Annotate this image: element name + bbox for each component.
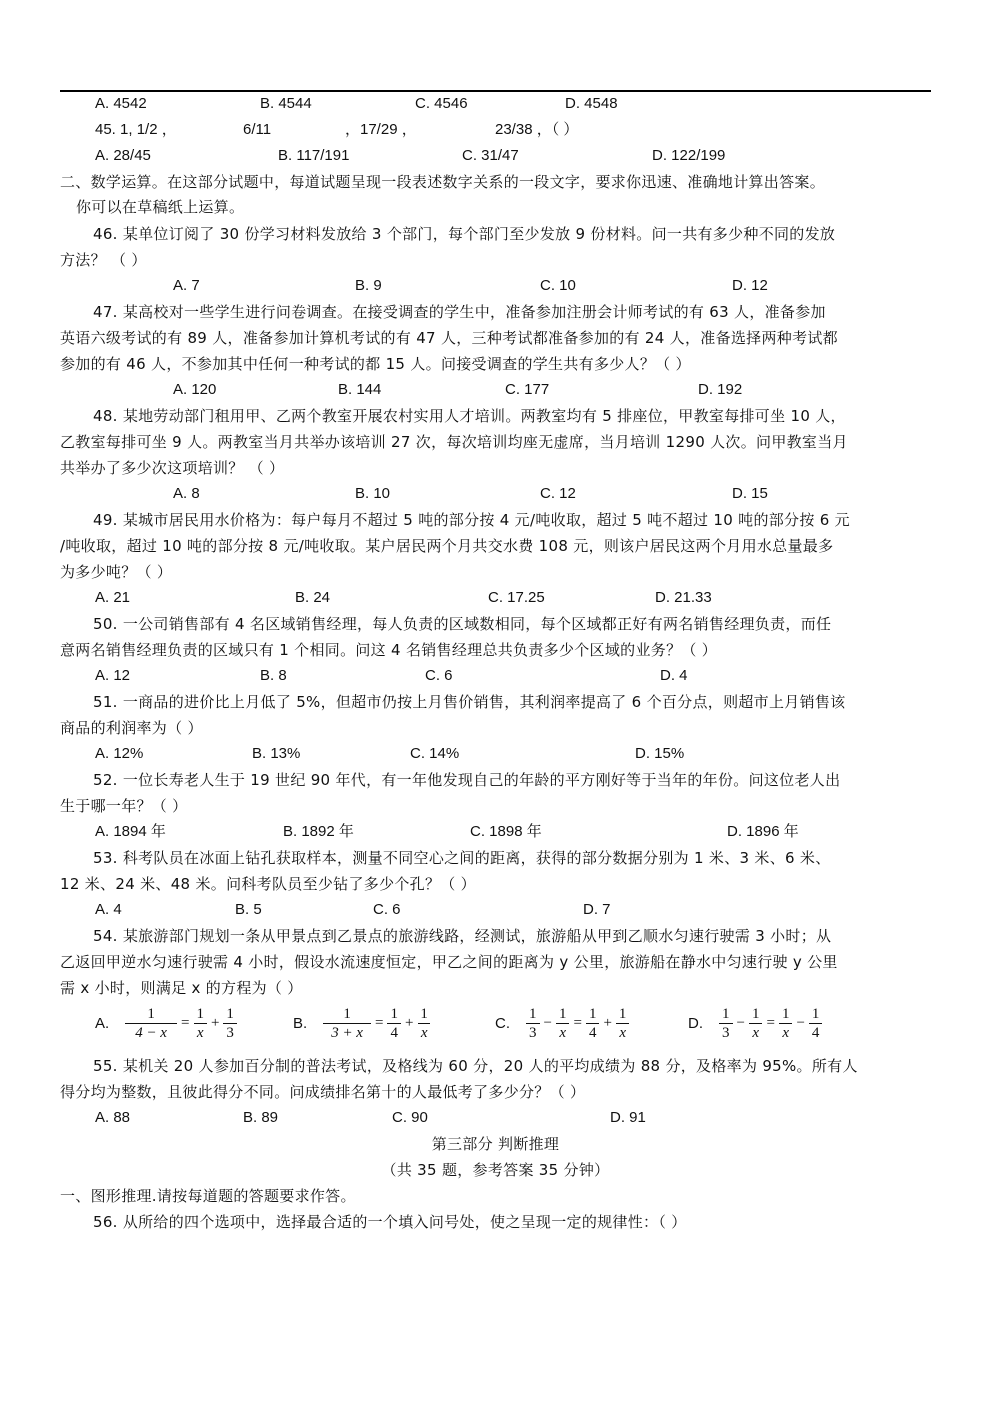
option-a: A. 4542 bbox=[95, 95, 147, 112]
option-c: C. $\frac{1}{3}$ − $\frac{1}{x}$ = $\frac{1}{4}$ + $\frac{1}{x}$ bbox=[495, 1005, 631, 1042]
fraction: $\frac{1}{3}$ bbox=[719, 1005, 733, 1042]
question-48-cont: 乙教室每排可坐 9 人。两教室当月共举办该培训 27 次，每次培训均座无虚席，当月培训 1290 人次。问甲教室当月 bbox=[60, 433, 848, 451]
q46-options bbox=[0, 276, 991, 296]
question-52-cont: 生于哪一年？（ ） bbox=[60, 797, 188, 815]
fraction: $\frac{1}{3}$ bbox=[526, 1005, 540, 1042]
q53-options bbox=[0, 900, 991, 920]
fraction: $\frac{1}{x}$ bbox=[749, 1005, 763, 1042]
option-b: B. 24 bbox=[295, 589, 331, 606]
part-subtitle: （共 35 题，参考答案 35 分钟） bbox=[381, 1161, 610, 1179]
question-52: 52. 一位长寿老人生于 19 世纪 90 年代，有一年他发现自己的年龄的平方刚好等于当年的年份。问这位老人出 bbox=[93, 771, 841, 789]
q45-stem-part: ，17/29 ， bbox=[345, 121, 417, 138]
part-title: 第三部分 判断推理 bbox=[431, 1135, 560, 1153]
fraction: $\frac{1}{4}$ bbox=[809, 1005, 823, 1042]
option-d: D. 4 bbox=[660, 667, 688, 684]
option-d: D. 91 bbox=[610, 1109, 646, 1126]
option-d: D. 21.33 bbox=[655, 589, 712, 606]
question-47-cont: 英语六级考试的有 89 人，准备参加计算机考试的有 47 人，三种考试都准备参加的有 24 人，准备选择两种考试都 bbox=[60, 329, 838, 347]
option-label: A. bbox=[95, 1015, 110, 1032]
option-c: C. 4546 bbox=[415, 95, 468, 112]
q51-options bbox=[0, 744, 991, 764]
option-label: D. bbox=[688, 1015, 703, 1032]
option-a: A. 12 bbox=[95, 667, 131, 684]
option-c: C. 10 bbox=[540, 277, 576, 294]
q52-options bbox=[0, 822, 991, 842]
question-53-cont: 12 米、24 米、48 米。问科考队员至少钻了多少个孔？（ ） bbox=[60, 875, 476, 893]
question-54-cont: 乙返回甲逆水匀速行驶需 4 小时，假设水流速度恒定，甲乙之间的距离为 y 公里，旅游船在静水中匀速行驶 y 公里 bbox=[60, 953, 838, 971]
option-d: D. 12 bbox=[732, 277, 768, 294]
option-c: C. 31/47 bbox=[462, 147, 519, 164]
question-56: 56. 从所给的四个选项中，选择最合适的一个填入问号处，使之呈现一定的规律性：（ ） bbox=[93, 1213, 687, 1231]
fraction: $\frac{1}{3 + x}$ bbox=[323, 1005, 371, 1042]
fraction: $\frac{1}{x}$ bbox=[616, 1005, 630, 1042]
q49-options bbox=[0, 588, 991, 608]
option-b: B. 1892 年 bbox=[283, 823, 354, 840]
option-c: C. 17.25 bbox=[488, 589, 545, 606]
q54-options bbox=[0, 1003, 991, 1053]
question-55-cont: 得分均为整数，且彼此得分不同。问成绩排名第十的人最低考了多少分？（ ） bbox=[60, 1083, 586, 1101]
option-b: B. 117/191 bbox=[278, 147, 350, 164]
option-b: B. 8 bbox=[260, 667, 287, 684]
question-46-cont: 方法？ （ ） bbox=[60, 251, 147, 269]
option-a: A. 4 bbox=[95, 901, 122, 918]
question-55: 55. 某机关 20 人参加百分制的普法考试，及格线为 60 分，20 人的平均成绩为 88 分，及格率为 95%。所有人 bbox=[93, 1057, 858, 1075]
option-c: C. 1898 年 bbox=[470, 823, 542, 840]
option-a: A. 1894 年 bbox=[95, 823, 166, 840]
option-b: B. 89 bbox=[243, 1109, 279, 1126]
option-b: B. 144 bbox=[338, 381, 382, 398]
fraction: $\frac{1}{4 - x}$ bbox=[125, 1005, 177, 1042]
question-47-cont: 参加的有 46 人，不参加其中任何一种考试的都 15 人。问接受调查的学生共有多少人？（ ） bbox=[60, 355, 691, 373]
option-b: B. 5 bbox=[235, 901, 262, 918]
option-a: A. $\frac{1}{4 - x}$ = $\frac{1}{x}$ + $\frac{1}{3}$ bbox=[95, 1005, 239, 1042]
option-d: D. 192 bbox=[698, 381, 743, 398]
option-b: B. $\frac{1}{3 + x}$ = $\frac{1}{4}$ + $\frac{1}{x}$ bbox=[293, 1005, 433, 1042]
q45-stem-part: 23/38 ，（ ） bbox=[495, 121, 579, 138]
option-a: A. 120 bbox=[173, 381, 217, 398]
option-d: D. 122/199 bbox=[652, 147, 726, 164]
option-d: D. $\frac{1}{3}$ − $\frac{1}{x}$ = $\frac{1}{x}$ − $\frac{1}{4}$ bbox=[688, 1005, 824, 1042]
option-a: A. 7 bbox=[173, 277, 200, 294]
option-d: D. 4548 bbox=[565, 95, 618, 112]
option-c: C. 6 bbox=[425, 667, 453, 684]
question-51: 51. 一商品的进价比上月低了 5%，但超市仍按上月售价销售，其利润率提高了 6 个百分点，则超市上月销售该 bbox=[93, 693, 846, 711]
option-label: B. bbox=[293, 1015, 308, 1032]
question-48: 48. 某地劳动部门租用甲、乙两个教室开展农村实用人才培训。两教室均有 5 排座位，甲教室每排可坐 10 人， bbox=[93, 407, 846, 425]
question-49-cont: /吨收取，超过 10 吨的部分按 8 元/吨收取。某户居民两个月共交水费 108 元，则该户居民这两个月用水总量最多 bbox=[60, 537, 834, 555]
question-47: 47. 某高校对一些学生进行问卷调查。在接受调查的学生中，准备参加注册会计师考试的有 63 人，准备参加 bbox=[93, 303, 826, 321]
q44-options bbox=[0, 94, 991, 114]
header-rule bbox=[60, 90, 931, 92]
question-54: 54. 某旅游部门规划一条从甲景点到乙景点的旅游线路，经测试，旅游船从甲到乙顺水匀速行驶需 3 小时；从 bbox=[93, 927, 832, 945]
option-d: D. 1896 年 bbox=[727, 823, 799, 840]
q45-options bbox=[0, 146, 991, 166]
option-label: C. bbox=[495, 1015, 510, 1032]
option-b: B. 13% bbox=[252, 745, 301, 762]
option-a: A. 21 bbox=[95, 589, 131, 606]
option-d: D. 15% bbox=[635, 745, 685, 762]
option-b: B. 4544 bbox=[260, 95, 312, 112]
q47-options bbox=[0, 380, 991, 400]
q50-options bbox=[0, 666, 991, 686]
question-46: 46. 某单位订阅了 30 份学习材料发放给 3 个部门，每个部门至少发放 9 份材料。问一共有多少种不同的发放 bbox=[93, 225, 836, 243]
option-c: C. 12 bbox=[540, 485, 576, 502]
option-d: D. 15 bbox=[732, 485, 768, 502]
option-a: A. 8 bbox=[173, 485, 200, 502]
q55-options bbox=[0, 1108, 991, 1128]
section-heading: 二、数学运算。在这部分试题中，每道试题呈现一段表述数字关系的一段文字，要求你迅速、准确地计算出答案。 bbox=[60, 173, 826, 191]
fraction: $\frac{1}{x}$ bbox=[417, 1005, 431, 1042]
q48-options bbox=[0, 484, 991, 504]
option-b: B. 10 bbox=[355, 485, 391, 502]
section-heading-cont: 你可以在草稿纸上运算。 bbox=[76, 198, 245, 216]
option-d: D. 7 bbox=[583, 901, 611, 918]
question-49-cont: 为多少吨？（ ） bbox=[60, 563, 173, 581]
question-50-cont: 意两名销售经理负责的区域只有 1 个相同。问这 4 名销售经理总共负责多少个区域的业务？（ ） bbox=[60, 641, 718, 659]
option-a: A. 88 bbox=[95, 1109, 131, 1126]
option-a: A. 28/45 bbox=[95, 147, 151, 164]
option-b: B. 9 bbox=[355, 277, 382, 294]
question-48-cont: 共举办了多少次这项培训？ （ ） bbox=[60, 459, 285, 477]
question-54-cont: 需 x 小时，则满足 x 的方程为（ ） bbox=[60, 979, 303, 997]
fraction: $\frac{1}{x}$ bbox=[193, 1005, 207, 1042]
fraction: $\frac{1}{3}$ bbox=[223, 1005, 237, 1042]
fraction: $\frac{1}{4}$ bbox=[387, 1005, 401, 1042]
option-a: A. 12% bbox=[95, 745, 144, 762]
section-heading: 一、图形推理.请按每道题的答题要求作答。 bbox=[60, 1187, 356, 1205]
question-51-cont: 商品的利润率为（ ） bbox=[60, 719, 203, 737]
fraction: $\frac{1}{x}$ bbox=[556, 1005, 570, 1042]
q45-stem bbox=[0, 120, 991, 140]
fraction: $\frac{1}{x}$ bbox=[779, 1005, 793, 1042]
fraction: $\frac{1}{4}$ bbox=[586, 1005, 600, 1042]
option-c: C. 177 bbox=[505, 381, 550, 398]
question-53: 53. 科考队员在冰面上钻孔获取样本，测量不同空心之间的距离，获得的部分数据分别为 1 米、3 米、6 米、 bbox=[93, 849, 831, 867]
q45-stem-part: 45. 1, 1/2 ， bbox=[95, 121, 177, 138]
option-c: C. 6 bbox=[373, 901, 401, 918]
question-50: 50. 一公司销售部有 4 名区域销售经理，每人负责的区域数相同，每个区域都正好有两名销售经理负责，而任 bbox=[93, 615, 832, 633]
question-49: 49. 某城市居民用水价格为：每户每月不超过 5 吨的部分按 4 元/吨收取，超过 5 吨不超过 10 吨的部分按 6 元 bbox=[93, 511, 850, 529]
q45-stem-part: 6/11 bbox=[243, 121, 272, 138]
option-c: C. 90 bbox=[392, 1109, 428, 1126]
option-c: C. 14% bbox=[410, 745, 460, 762]
